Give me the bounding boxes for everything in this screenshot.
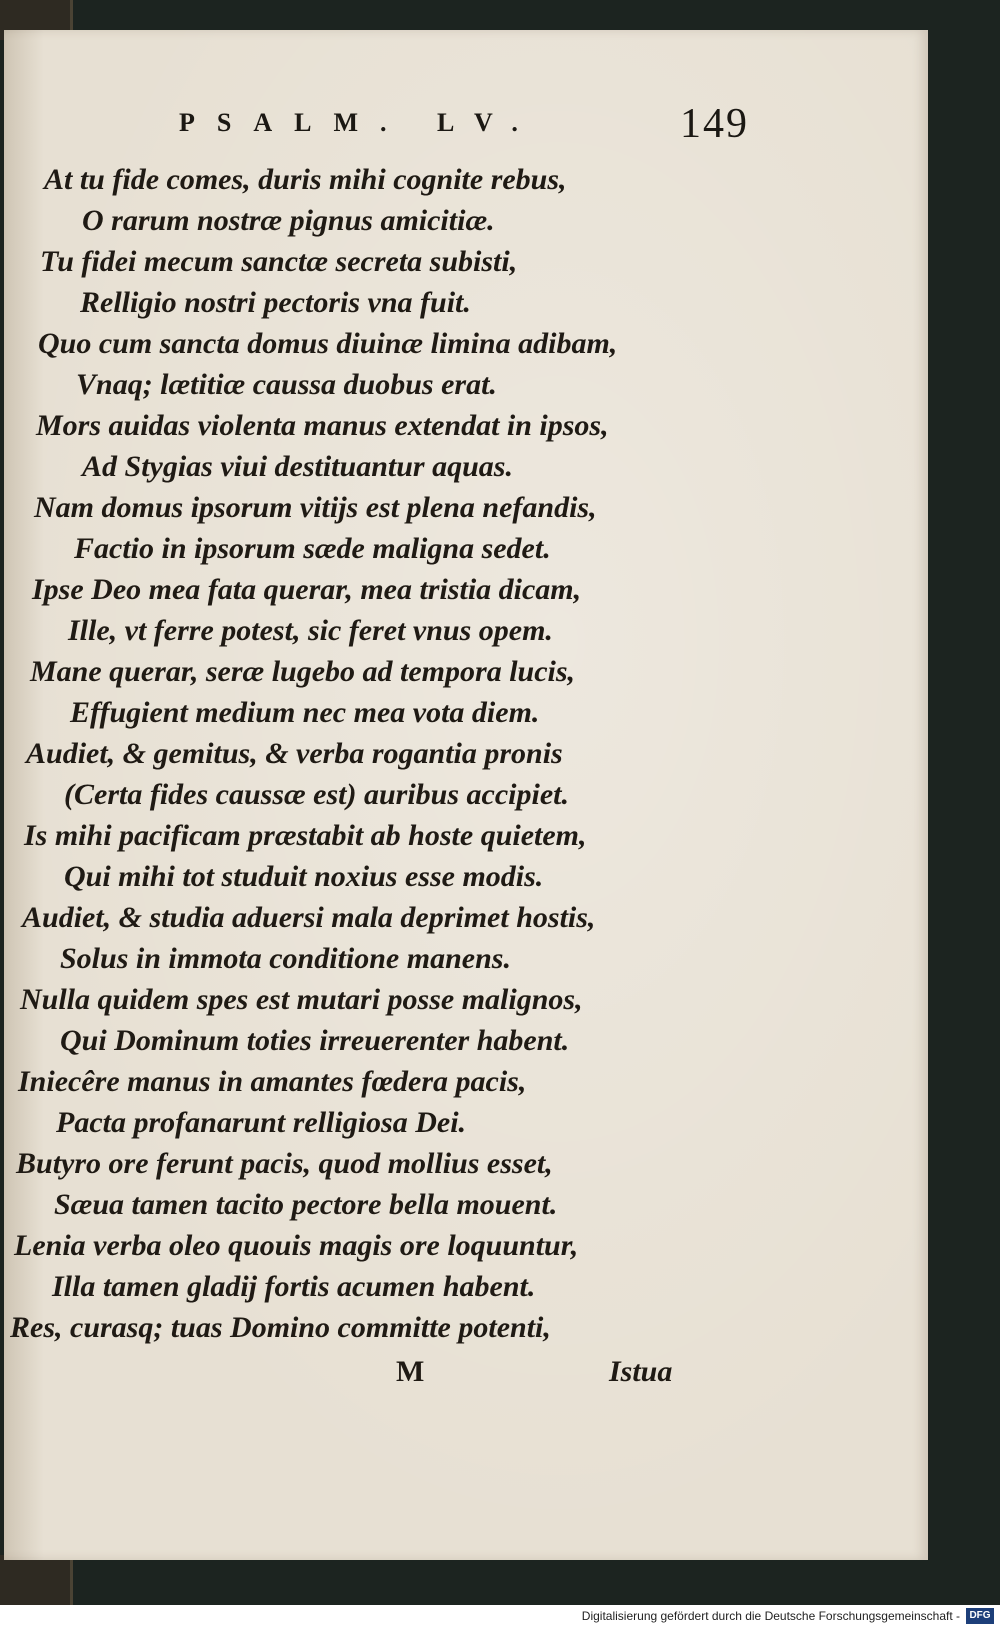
book-page	[4, 30, 928, 1560]
verse-line: (Certa fides caussæ est) auribus accipiet.	[64, 778, 569, 811]
page-number: 149	[680, 101, 749, 147]
verse-line: Vnaq; lætitiæ caussa duobus erat.	[76, 368, 497, 401]
verse-line: Nulla quidem spes est mutari posse malignos,	[20, 983, 583, 1016]
verse-line: Qui Dominum toties irreuerenter habent.	[60, 1024, 570, 1057]
verse-line: Butyro ore ferunt pacis, quod mollius esset,	[16, 1147, 553, 1180]
digitization-footer	[0, 1605, 1000, 1629]
verse-line: Nam domus ipsorum vitijs est plena nefandis,	[34, 491, 597, 524]
verse-line: Quo cum sancta domus diuinæ limina adibam,	[38, 327, 618, 360]
catchword-line	[4, 1355, 928, 1405]
verse-line: Effugient medium nec mea vota diem.	[70, 696, 540, 729]
verse-line: Mane querar, seræ lugebo ad tempora lucis,	[30, 655, 576, 688]
verse-line: Lenia verba oleo quouis magis ore loquuntur,	[14, 1229, 579, 1262]
funding-credit: Digitalisierung gefördert durch die Deutsche Forschungsgemeinschaft -	[581, 1609, 960, 1623]
verse-line: O rarum nostræ pignus amicitiæ.	[82, 204, 495, 237]
verse-line: Relligio nostri pectoris vna fuit.	[80, 286, 471, 319]
verse-line: Tu fidei mecum sanctæ secreta subisti,	[40, 245, 518, 278]
verse-line: Pacta profanarunt relligiosa Dei.	[56, 1106, 467, 1139]
verse-line: Res, curasq; tuas Domino committe potenti,	[10, 1311, 551, 1344]
page-header	[179, 100, 759, 150]
verse-line: Audiet, & studia aduersi mala deprimet hostis,	[22, 901, 596, 934]
verse-line: Audiet, & gemitus, & verba rogantia pronis	[26, 737, 563, 770]
verse-block	[4, 160, 928, 1380]
verse-line: Iniecêre manus in amantes fœdera pacis,	[18, 1065, 527, 1098]
verse-line: Illa tamen gladij fortis acumen habent.	[52, 1270, 536, 1303]
verse-line: Is mihi pacificam præstabit ab hoste quietem,	[24, 819, 587, 852]
dfg-logo-icon: DFG	[966, 1608, 994, 1624]
verse-line: At tu fide comes, duris mihi cognite rebus,	[44, 163, 567, 196]
verse-line: Qui mihi tot studuit noxius esse modis.	[64, 860, 544, 893]
verse-line: Factio in ipsorum sæde maligna sedet.	[74, 532, 551, 565]
verse-line: Sæua tamen tacito pectore bella mouent.	[54, 1188, 558, 1221]
verse-line: Solus in immota conditione manens.	[60, 942, 511, 975]
signature-mark: M	[396, 1355, 425, 1388]
book-spine-bottom	[0, 1555, 73, 1605]
verse-line: Ille, vt ferre potest, sic feret vnus opem.	[68, 614, 553, 647]
catchword: Istua	[609, 1355, 673, 1388]
verse-line: Mors auidas violenta manus extendat in ipsos,	[36, 409, 609, 442]
verse-line: Ad Stygias viui destituantur aquas.	[82, 450, 513, 483]
running-head: PSALM. LV.	[179, 108, 540, 137]
verse-line: Ipse Deo mea fata querar, mea tristia dicam,	[32, 573, 582, 606]
